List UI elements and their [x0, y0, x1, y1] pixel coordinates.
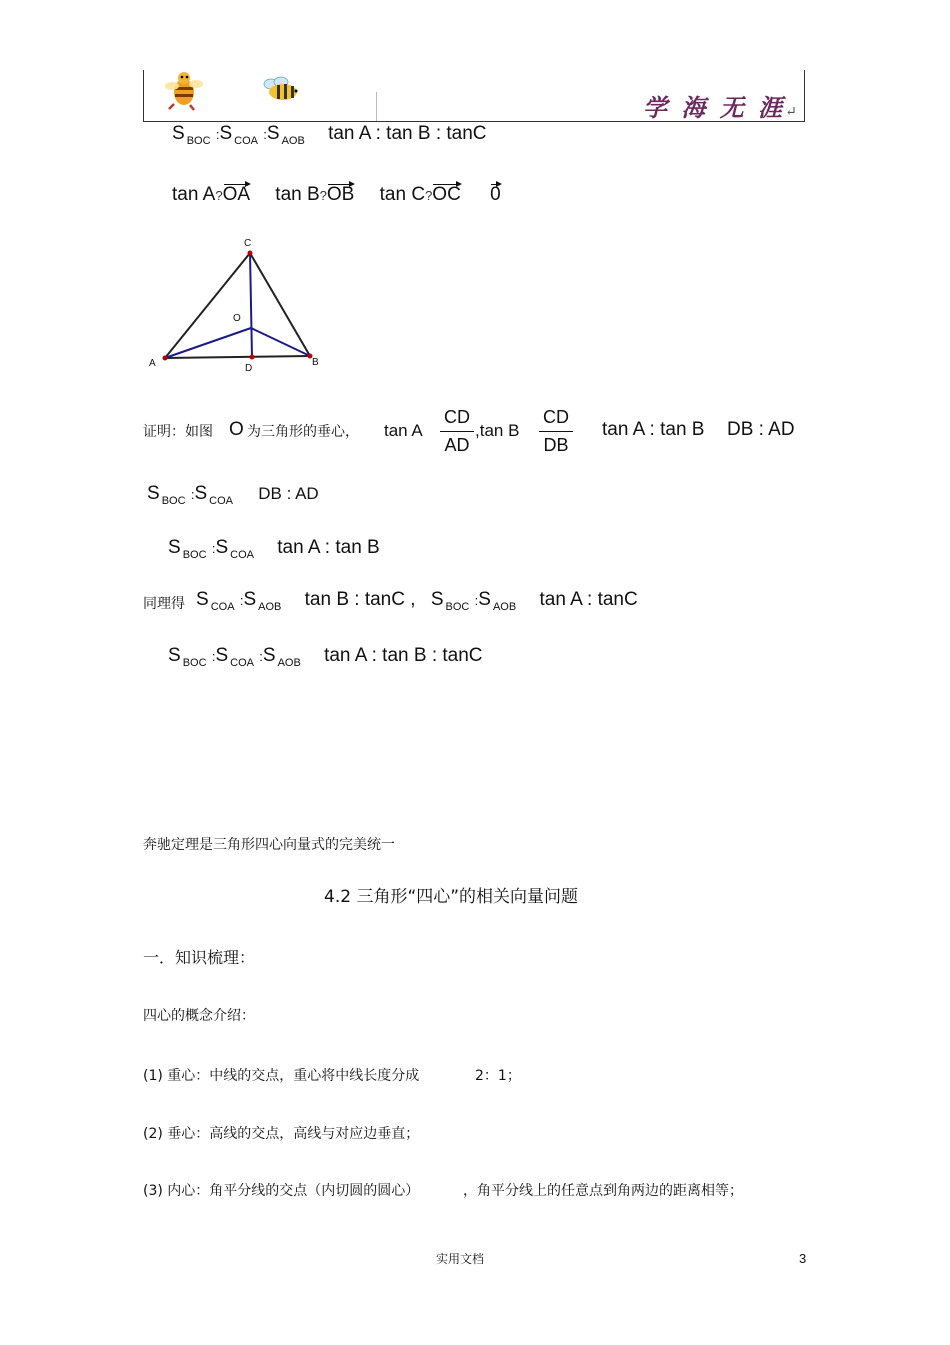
- denominator: AD: [444, 435, 470, 455]
- s-symbol: S: [196, 589, 209, 610]
- vector-oa: OA: [222, 184, 251, 205]
- return-mark: ↵: [785, 104, 800, 120]
- fraction-cd-ad: [440, 407, 474, 456]
- proof-prefix: 证明：如图: [143, 424, 213, 440]
- unified-statement: 奔驰定理是三角形四心向量式的完美统一: [143, 837, 395, 853]
- header-logo-text: [643, 88, 800, 123]
- page-number: 3: [799, 1251, 807, 1266]
- colon: :: [239, 593, 244, 608]
- formula-boc-coa-db-ad: [147, 483, 319, 505]
- similarly-label: 同理得: [143, 596, 185, 612]
- orthocenter-triangle-diagram: [140, 230, 340, 380]
- side-ab: [165, 356, 310, 358]
- sub-coa: COA: [230, 549, 254, 561]
- item-orthocenter: (2) 垂心：高线的交点，高线与对应边垂直；: [143, 1126, 420, 1142]
- concept-intro: 四心的概念介绍：: [143, 1008, 255, 1024]
- label-b: B: [312, 357, 319, 368]
- unknown-operator: ?: [215, 188, 223, 203]
- colon: :: [211, 649, 216, 664]
- header-left-rule: [143, 70, 144, 121]
- colon: :: [263, 127, 267, 142]
- point-d: [250, 355, 255, 360]
- sub-aob: AOB: [258, 601, 282, 613]
- footer-center: 实用文档: [436, 1252, 485, 1266]
- sub-boc: BOC: [161, 495, 186, 507]
- vector-ob: OB: [326, 184, 355, 205]
- sub-boc: BOC: [186, 135, 211, 147]
- proof-db-ad: DB : AD: [727, 419, 795, 440]
- colon: :: [215, 127, 220, 142]
- vector-oc: OC: [432, 184, 461, 205]
- proof-tan-b: ,tan B: [475, 421, 520, 440]
- sub-boc: BOC: [182, 549, 207, 561]
- formula-similar: [196, 589, 638, 611]
- numerator: CD: [444, 407, 470, 427]
- denominator: DB: [543, 435, 569, 455]
- proof-label: [143, 421, 213, 441]
- proof-tan-a: tan A: [384, 421, 423, 440]
- sub-boc: BOC: [182, 657, 207, 669]
- bee-icon-1: [160, 70, 208, 112]
- tan-ratio: tan A : tan B: [277, 537, 380, 558]
- s-symbol: S: [168, 537, 181, 558]
- formula-vector-sum: [172, 184, 501, 206]
- label-d: D: [245, 363, 253, 374]
- s-symbol: S: [430, 589, 444, 610]
- tan-ratio: tan A : tan B : tanC: [328, 123, 487, 144]
- zero-vector: 0: [490, 184, 501, 205]
- bee-icon-2: [263, 74, 303, 104]
- point-c: [248, 251, 253, 256]
- altitude-cd: [250, 253, 252, 357]
- colon: :: [474, 593, 479, 608]
- heading-knowledge: 一．知识梳理：: [143, 948, 256, 967]
- formula-boc-coa-tan: [168, 537, 380, 559]
- s-symbol: S: [215, 645, 229, 666]
- side-bc: [250, 253, 310, 356]
- sub-coa: COA: [209, 495, 233, 507]
- label-c: C: [244, 238, 252, 249]
- item-centroid-ratio: 2：1；: [475, 1068, 521, 1084]
- colon: :: [211, 541, 216, 556]
- s-symbol: S: [243, 589, 257, 610]
- header-mid-rule: [376, 92, 377, 121]
- tan-c: tan C: [379, 184, 426, 205]
- unknown-operator: ?: [425, 188, 433, 203]
- s-symbol: S: [219, 123, 233, 144]
- s-symbol: S: [168, 645, 181, 666]
- item-incenter: (3) 内心：角平分线的交点（内切圆的圆心）: [143, 1183, 420, 1199]
- sub-aob: AOB: [277, 657, 301, 669]
- proof-o-text: 为三角形的垂心，: [247, 424, 359, 440]
- s-symbol: S: [266, 123, 280, 144]
- logo-calligraphy: 学 海 无 涯: [643, 93, 786, 122]
- numerator: CD: [543, 407, 569, 427]
- section-title: 4.2 三角形“四心”的相关向量问题: [324, 887, 579, 907]
- item-incenter-tail: ，角平分线上的任意点到角两边的距离相等；: [463, 1183, 743, 1199]
- colon: :: [259, 649, 263, 664]
- db-ad-ratio: DB : AD: [258, 484, 319, 503]
- sub-coa: COA: [210, 601, 235, 613]
- item-centroid: (1) 重心：中线的交点，重心将中线长度分成: [143, 1068, 420, 1084]
- s-symbol: S: [194, 483, 208, 504]
- header-right-rule: [804, 70, 805, 121]
- label-a: A: [149, 358, 156, 369]
- formula-conclusion: [168, 645, 483, 667]
- unknown-operator: ?: [319, 188, 327, 203]
- tan-ratio: tan A : tan B : tanC: [324, 645, 483, 666]
- s-symbol: S: [478, 589, 491, 610]
- tan-a-c-ratio: tan A : tanC: [539, 589, 638, 610]
- sub-aob: AOB: [281, 135, 305, 147]
- tan-a: tan A: [172, 184, 216, 205]
- sub-coa: COA: [234, 135, 258, 147]
- s-symbol: S: [172, 123, 185, 144]
- proof-o-symbol: O: [229, 419, 244, 440]
- s-symbol: S: [262, 645, 276, 666]
- fraction-cd-db: [539, 407, 573, 456]
- colon: :: [190, 487, 195, 502]
- fraction-bar: [440, 431, 474, 432]
- s-symbol: S: [215, 537, 229, 558]
- sub-aob: AOB: [492, 601, 517, 613]
- formula-area-ratio: [172, 123, 487, 145]
- proof-ratio: tan A : tan B: [602, 419, 705, 440]
- tan-b-c-ratio: tan B : tanC ,: [304, 589, 416, 610]
- tan-b: tan B: [275, 184, 320, 205]
- sub-coa: COA: [230, 657, 254, 669]
- sub-boc: BOC: [445, 601, 470, 613]
- label-o: O: [233, 313, 241, 324]
- fraction-bar: [539, 431, 573, 432]
- point-a: [163, 356, 168, 361]
- s-symbol: S: [147, 483, 160, 504]
